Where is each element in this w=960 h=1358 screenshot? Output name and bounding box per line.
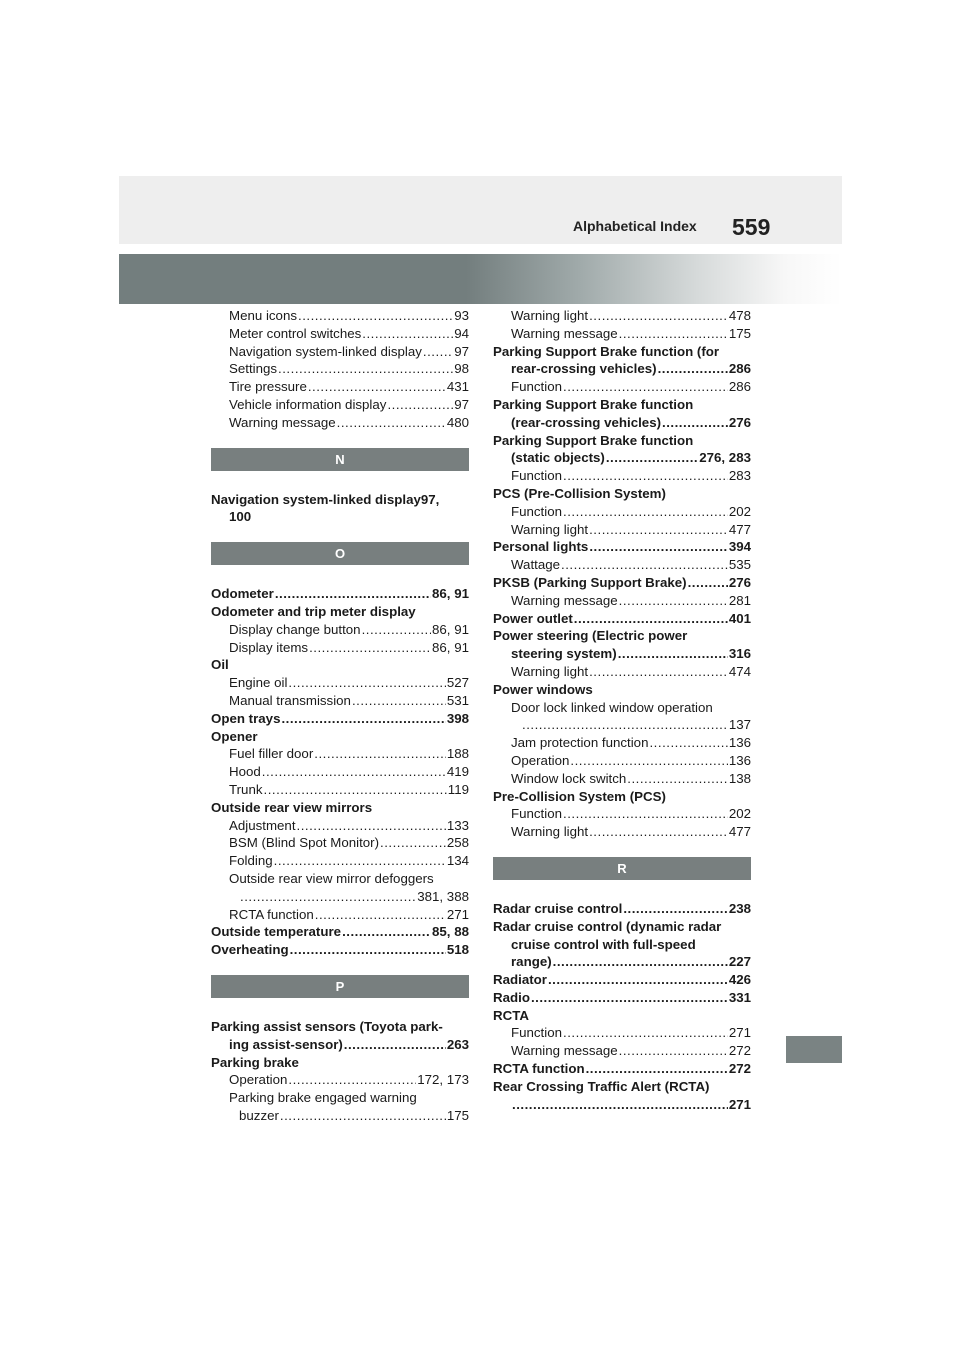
- index-entry: Display change button ..... 86, 91: [211, 621, 469, 639]
- index-entry-heading: Open trays ..... 398: [211, 710, 469, 728]
- index-entry: Parking brake engaged warning: [229, 1090, 417, 1106]
- index-entry-continuation: rear-crossing vehicles) ..... 286: [493, 360, 751, 378]
- index-entry: Function ..... 202: [493, 805, 751, 823]
- section-letter-n: N: [211, 448, 469, 471]
- index-entry: Manual transmission ..... 531: [211, 692, 469, 710]
- index-entry: BSM (Blind Spot Monitor) ..... 258: [211, 834, 469, 852]
- index-entry: Function ..... 286: [493, 378, 751, 396]
- index-column-left: [211, 307, 469, 1125]
- index-entry-heading: Parking Support Brake function: [493, 396, 694, 412]
- index-entry-heading: Parking brake: [211, 1054, 299, 1070]
- index-entry-heading: Power windows: [493, 681, 593, 697]
- index-entry: Folding ..... 134: [211, 852, 469, 870]
- index-entry: Adjustment ..... 133: [211, 817, 469, 835]
- index-entry-heading: Power outlet ..... 401: [493, 610, 751, 628]
- index-entry-heading: Odometer and trip meter display: [211, 603, 416, 619]
- index-entry-heading: PKSB (Parking Support Brake) ..... 276: [493, 574, 751, 592]
- index-entry-heading: Radar cruise control (dynamic radar: [493, 918, 722, 934]
- index-entry-continuation: buzzer ..... 175: [211, 1107, 469, 1125]
- index-entry: Hood ..... 419: [211, 763, 469, 781]
- index-entry-continuation: range) ..... 227: [493, 953, 751, 971]
- index-entry-heading: PCS (Pre-Collision System): [493, 485, 666, 501]
- index-entry: Warning light ..... 477: [493, 521, 751, 539]
- index-entry-continuation: ing assist-sensor) ..... 263: [211, 1036, 469, 1054]
- index-entry: Tire pressure ..... 431: [211, 378, 469, 396]
- index-entry-continuation: (rear-crossing vehicles) ..... 276: [493, 414, 751, 432]
- section-letter-p: P: [211, 975, 469, 998]
- index-entry: Warning message ..... 272: [493, 1042, 751, 1060]
- index-entry: Engine oil ..... 527: [211, 674, 469, 692]
- index-entry: Operation ..... 172, 173: [211, 1071, 469, 1089]
- index-entry-heading: Oil: [211, 657, 229, 673]
- section-letter-r: R: [493, 857, 751, 880]
- index-entry-heading: RCTA: [493, 1007, 529, 1023]
- index-entry-heading: Parking assist sensors (Toyota park-: [211, 1018, 443, 1034]
- index-entry-continuation: 100: [229, 509, 252, 525]
- decorative-gradient-bar: [119, 254, 842, 304]
- index-entry-heading: Pre-Collision System (PCS): [493, 788, 666, 804]
- index-column-right: [493, 307, 751, 1113]
- index-entry-continuation: cruise control with full-speed: [511, 936, 696, 952]
- header-title: Alphabetical Index: [573, 218, 697, 234]
- section-letter-o: O: [211, 542, 469, 565]
- index-entry-heading: Radiator ..... 426: [493, 971, 751, 989]
- index-entry: Function ..... 202: [493, 503, 751, 521]
- index-entry-continuation: ..... 271: [493, 1096, 751, 1114]
- index-entry-heading: Odometer ..... 86, 91: [211, 585, 469, 603]
- index-entry-heading: Parking Support Brake function (for: [493, 343, 720, 359]
- index-entry-heading: RCTA function ..... 272: [493, 1060, 751, 1078]
- index-entry: RCTA function ..... 271: [211, 906, 469, 924]
- index-entry: Window lock switch ..... 138: [493, 770, 751, 788]
- index-entry: Warning light ..... 478: [493, 307, 751, 325]
- index-entry-heading: Outside rear view mirrors: [211, 799, 373, 815]
- index-entry: Warning message ..... 480: [211, 414, 469, 432]
- index-entry: Operation ..... 136: [493, 752, 751, 770]
- index-entry-heading: Outside temperature ..... 85, 88: [211, 923, 469, 941]
- index-entry: Outside rear view mirror defoggers: [229, 870, 434, 886]
- index-entry-continuation: steering system) ..... 316: [493, 645, 751, 663]
- index-entry-heading: Parking Support Brake function: [493, 432, 694, 448]
- page-number: 559: [732, 214, 771, 240]
- index-entry: Function ..... 271: [493, 1024, 751, 1042]
- index-entry: Warning message ..... 175: [493, 325, 751, 343]
- index-entry-heading: Navigation system-linked display97,: [211, 491, 440, 507]
- index-entry: Settings ..... 98: [211, 360, 469, 378]
- section-tab-marker: [786, 1036, 842, 1063]
- index-entry-continuation: (static objects) ..... 276, 283: [493, 449, 751, 467]
- index-entry: Function ..... 283: [493, 467, 751, 485]
- index-entry-heading: Overheating ..... 518: [211, 941, 469, 959]
- index-entry: Warning light ..... 477: [493, 823, 751, 841]
- index-entry-heading: Radio ..... 331: [493, 989, 751, 1007]
- index-entry: Navigation system-linked display ..... 97: [211, 343, 469, 361]
- index-entry: Display items ..... 86, 91: [211, 639, 469, 657]
- index-entry: Vehicle information display ..... 97: [211, 396, 469, 414]
- index-entry-heading: Opener: [211, 728, 258, 744]
- index-entry-continuation: ..... 137: [493, 716, 751, 734]
- index-entry: Fuel filler door ..... 188: [211, 745, 469, 763]
- index-entry-continuation: ..... 381, 388: [211, 888, 469, 906]
- index-entry: Jam protection function ..... 136: [493, 734, 751, 752]
- index-entry-heading: Rear Crossing Traffic Alert (RCTA): [493, 1078, 710, 1094]
- index-entry-heading: Radar cruise control ..... 238: [493, 900, 751, 918]
- index-entry: Meter control switches ..... 94: [211, 325, 469, 343]
- index-entry-heading: Personal lights ..... 394: [493, 538, 751, 556]
- index-entry: Trunk ..... 119: [211, 781, 469, 799]
- index-entry: Menu icons ..... 93: [211, 307, 469, 325]
- index-entry: Door lock linked window operation: [511, 699, 713, 715]
- index-entry-heading: Power steering (Electric power: [493, 628, 688, 644]
- index-entry: Wattage ..... 535: [493, 556, 751, 574]
- index-entry: Warning message ..... 281: [493, 592, 751, 610]
- index-entry: Warning light ..... 474: [493, 663, 751, 681]
